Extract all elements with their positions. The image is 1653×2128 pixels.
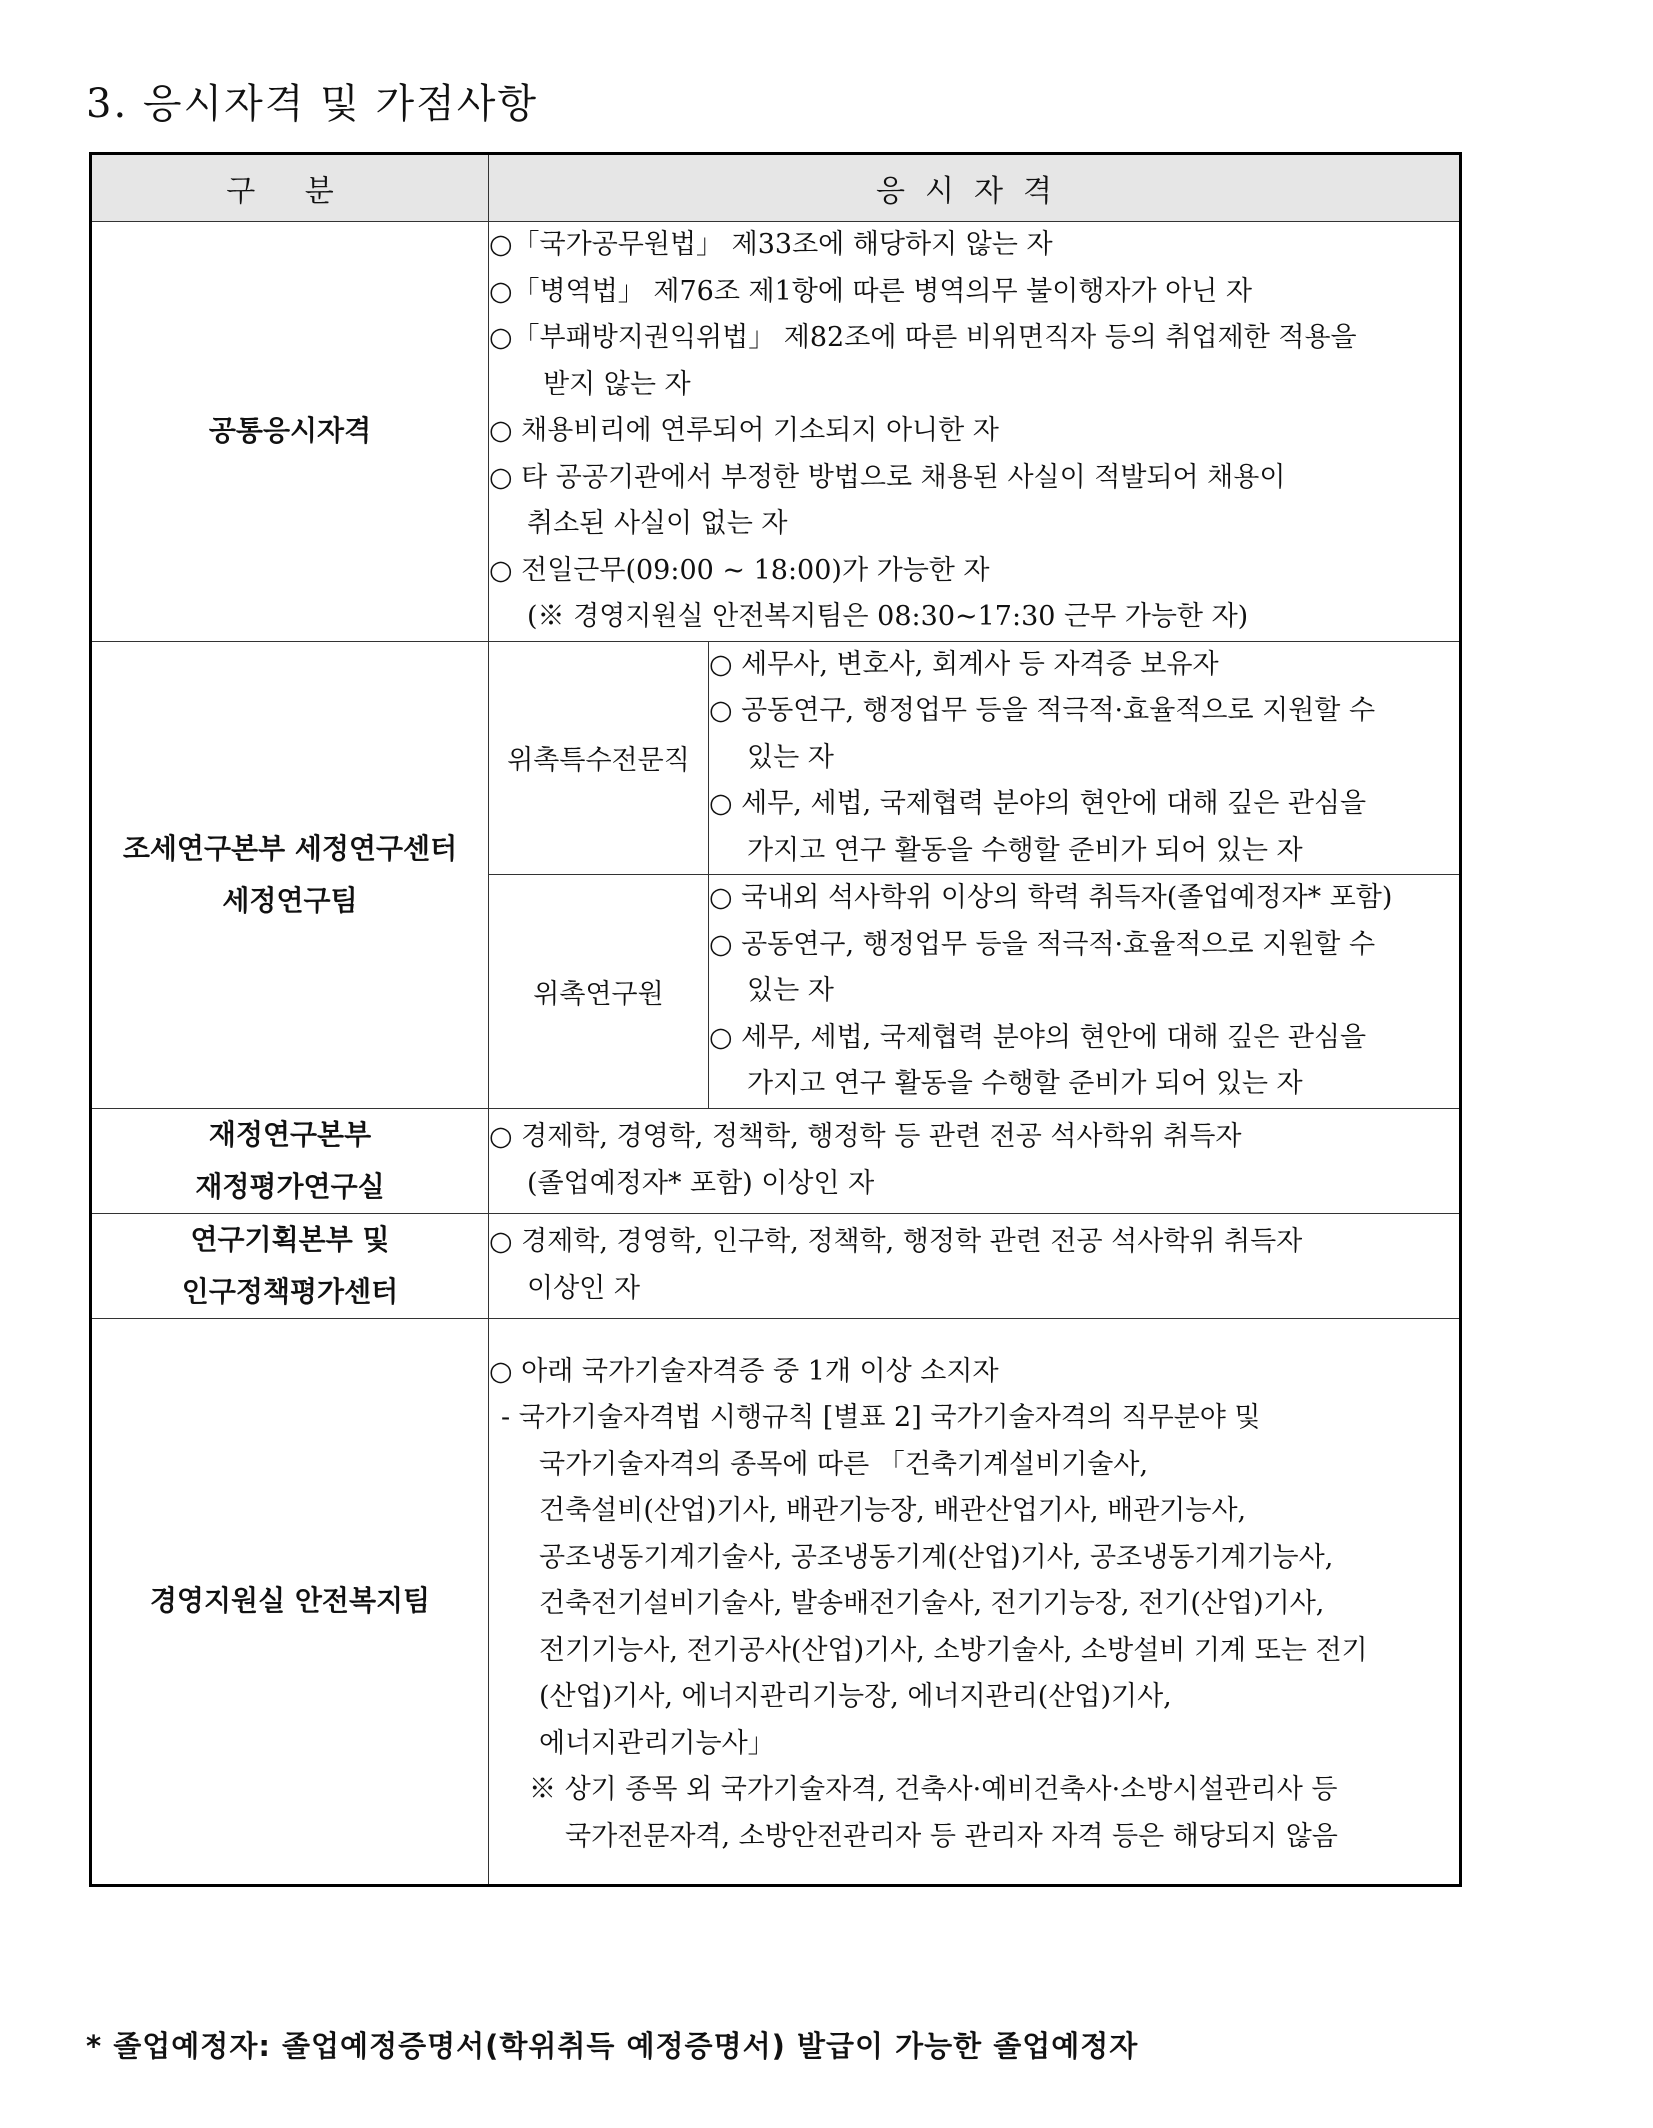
- table-header-row: [91, 154, 1461, 222]
- category-fiscal-line1: 재정연구본부: [208, 1117, 372, 1151]
- table-row-safety: [91, 1318, 1461, 1886]
- list-item: ○ 세무, 세법, 국제협력 분야의 현안에 대해 깊은 관심을: [709, 788, 1367, 819]
- header-qualification: 응시자격: [489, 154, 1461, 222]
- content-tax-researcher: [709, 875, 1461, 1109]
- list-item: ○ 공동연구, 행정업무 등을 적극적·효율적으로 지원할 수: [709, 695, 1376, 726]
- list-item: ○「부패방지권익위법」 제82조에 따른 비위면직자 등의 취업제한 적용을: [489, 322, 1357, 353]
- list-item: ○「병역법」 제76조 제1항에 따른 병역의무 불이행자가 아닌 자: [489, 275, 1252, 307]
- list-item-continuation: (졸업예정자* 포함) 이상인 자: [527, 1167, 875, 1199]
- content-common: [489, 222, 1461, 642]
- list-item: ○ 세무사, 변호사, 회계사 등 자격증 보유자: [709, 648, 1219, 680]
- table-row-common: [91, 222, 1461, 642]
- footnote: * 졸업예정자: 졸업예정증명서(학위취득 예정증명서) 발급이 가능한 졸업예정자: [86, 2029, 1139, 2063]
- list-item-continuation: 받지 않는 자: [543, 368, 691, 400]
- qualification-table: [89, 152, 1462, 1887]
- category-common: 공통응시자격: [91, 222, 489, 642]
- list-item-continuation: 있는 자: [747, 975, 834, 1006]
- list-item: ○ 경제학, 경영학, 정책학, 행정학 등 관련 전공 석사학위 취득자: [489, 1121, 1242, 1152]
- list-item-continuation: 에너지관리기능사」: [539, 1727, 775, 1759]
- category-tax-line2: 세정연구팀: [222, 883, 358, 917]
- list-item-continuation: 있는 자: [747, 741, 834, 773]
- content-fiscal: [489, 1108, 1461, 1213]
- subcategory-researcher: 위촉연구원: [489, 875, 709, 1109]
- category-safety: 경영지원실 안전복지팀: [91, 1318, 489, 1886]
- list-item: ○ 공동연구, 행정업무 등을 적극적·효율적으로 지원할 수: [709, 928, 1376, 960]
- list-item-note: ※ 상기 종목 외 국가기술자격, 건축사·예비건축사·소방시설관리사 등: [529, 1774, 1338, 1805]
- table-row-fiscal: [91, 1108, 1461, 1213]
- list-item-continuation: 전기기능사, 전기공사(산업)기사, 소방기술사, 소방설비 기계 또는 전기: [539, 1634, 1368, 1666]
- list-item: ○ 국내외 석사학위 이상의 학력 취득자(졸업예정자* 포함): [709, 882, 1393, 913]
- list-item: ○ 세무, 세법, 국제협력 분야의 현안에 대해 깊은 관심을: [709, 1021, 1367, 1053]
- list-item: ○「국가공무원법」 제33조에 해당하지 않는 자: [489, 229, 1053, 260]
- content-tax-specialist: [709, 641, 1461, 875]
- list-item-continuation: 국가기술자격의 종목에 따른 「건축기계설비기술사,: [539, 1448, 1149, 1480]
- list-item: ○ 채용비리에 연루되어 기소되지 아니한 자: [489, 415, 999, 446]
- page-title: 3. 응시자격 및 가점사항: [86, 81, 539, 127]
- list-item-continuation: 공조냉동기계기술사, 공조냉동기계(산업)기사, 공조냉동기계기능사,: [539, 1541, 1334, 1573]
- content-safety: [489, 1318, 1461, 1886]
- list-item: ○ 경제학, 경영학, 인구학, 정책학, 행정학 관련 전공 석사학위 취득자: [489, 1226, 1303, 1257]
- list-item-continuation: 국가전문자격, 소방안전관리자 등 관리자 자격 등은 해당되지 않음: [565, 1820, 1338, 1852]
- list-item-continuation: 가지고 연구 활동을 수행할 준비가 되어 있는 자: [747, 1068, 1303, 1099]
- table-row-planning: [91, 1213, 1461, 1318]
- category-tax-line1: 조세연구본부 세정연구센터: [122, 831, 458, 865]
- list-item-continuation: 가지고 연구 활동을 수행할 준비가 되어 있는 자: [747, 834, 1303, 866]
- list-item: ○ 전일근무(09:00 ~ 18:00)가 가능한 자: [489, 554, 990, 586]
- list-item-continuation: 이상인 자: [527, 1272, 640, 1304]
- category-fiscal: [91, 1108, 489, 1213]
- list-item-continuation: 취소된 사실이 없는 자: [527, 508, 788, 539]
- category-planning-line1: 연구기획본부 및: [190, 1222, 390, 1256]
- list-item-continuation: 건축전기설비기술사, 발송배전기술사, 전기기능장, 전기(산업)기사,: [539, 1588, 1325, 1619]
- list-item: ○ 아래 국가기술자격증 중 1개 이상 소지자: [489, 1355, 999, 1387]
- table-row-tax-specialist: [91, 641, 1461, 875]
- subcategory-specialist: 위촉특수전문직: [489, 641, 709, 875]
- content-planning: [489, 1213, 1461, 1318]
- list-item-note: (※ 경영지원실 안전복지팀은 08:30~17:30 근무 가능한 자): [527, 601, 1249, 632]
- category-planning: [91, 1213, 489, 1318]
- category-planning-line2: 인구정책평가센터: [181, 1274, 399, 1308]
- list-item-continuation: 건축설비(산업)기사, 배관기능장, 배관산업기사, 배관기능사,: [539, 1495, 1247, 1526]
- list-item-continuation: (산업)기사, 에너지관리기능장, 에너지관리(산업)기사,: [539, 1681, 1172, 1712]
- header-category: 구 분: [91, 154, 489, 222]
- category-tax: [91, 641, 489, 1108]
- category-fiscal-line2: 재정평가연구실: [195, 1169, 385, 1203]
- list-item: ○ 타 공공기관에서 부정한 방법으로 채용된 사실이 적발되어 채용이: [489, 461, 1286, 493]
- list-item-dash: - 국가기술자격법 시행규칙 [별표 2] 국가기술자격의 직무분야 및: [501, 1402, 1261, 1433]
